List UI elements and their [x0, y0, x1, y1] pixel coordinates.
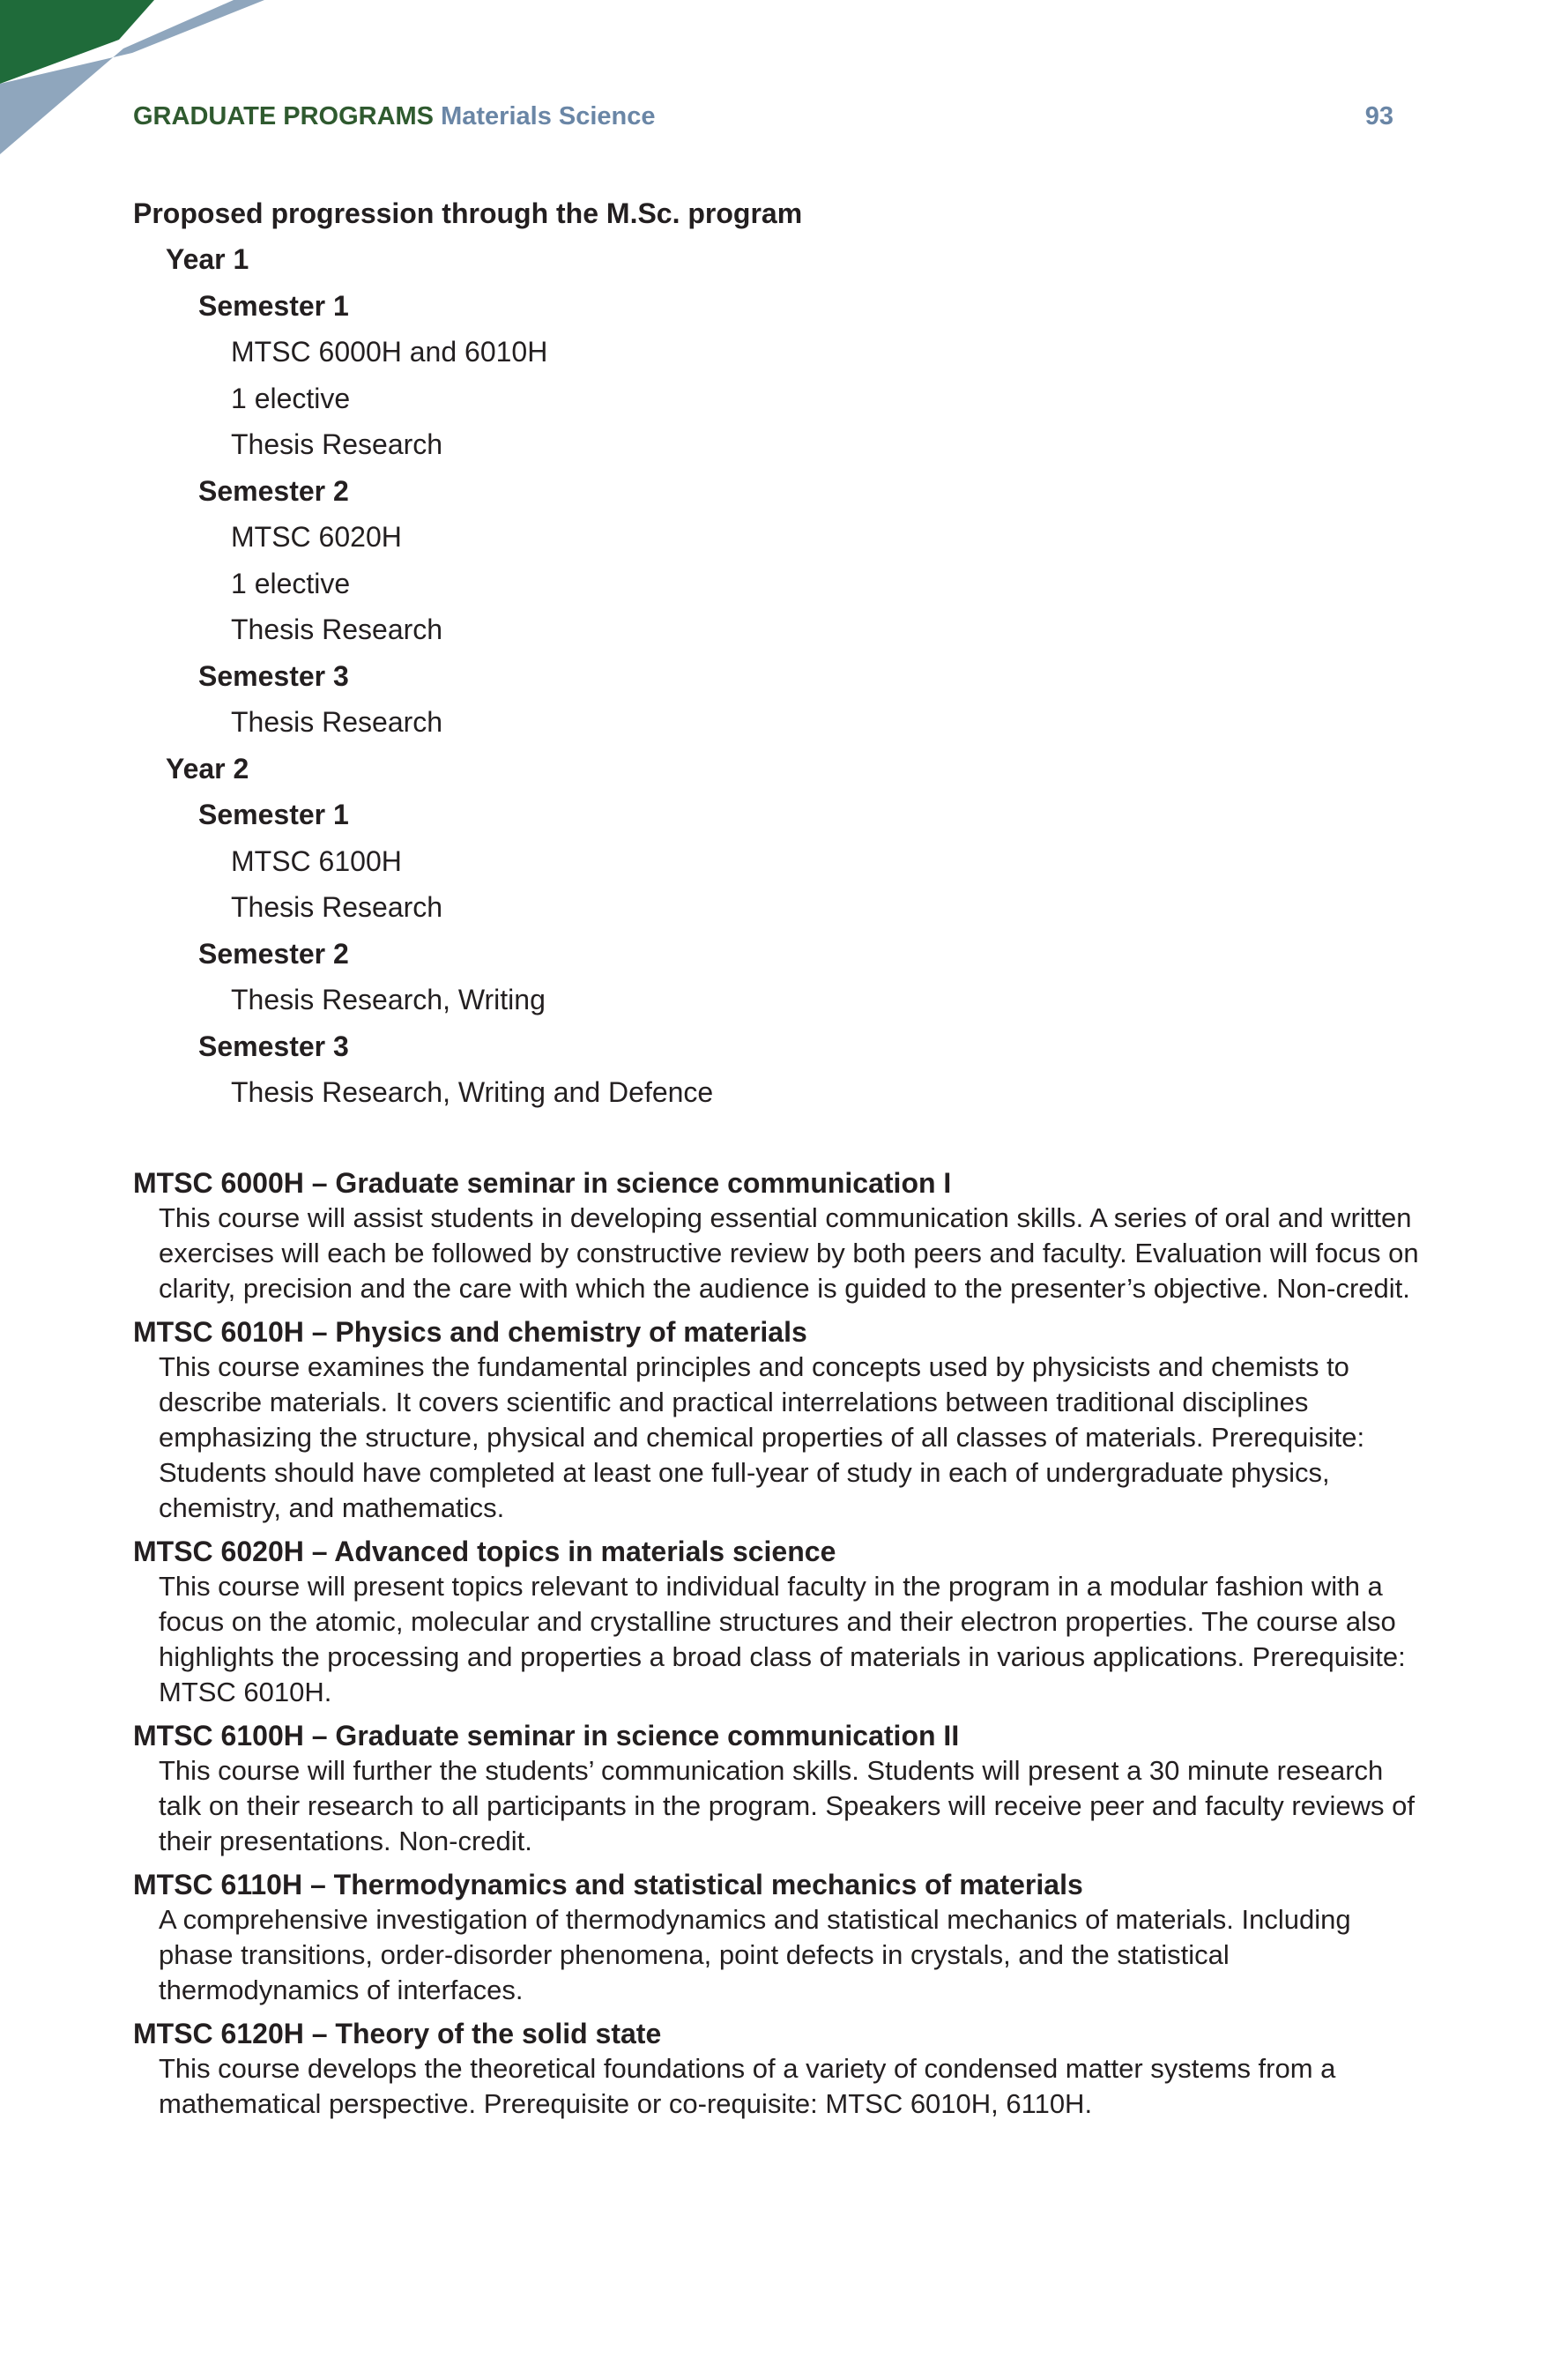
course-entry — [133, 1165, 1420, 1306]
page-header — [133, 99, 1393, 134]
semester-label: Semester 3 — [198, 1030, 349, 1062]
semester-label: Semester 1 — [198, 289, 349, 322]
semester-label: Semester 1 — [198, 799, 349, 830]
progression-title: Proposed progression through the M.Sc. program — [133, 197, 803, 229]
corner-decoration — [0, 0, 264, 159]
semester-item: MTSC 6000H and 6010H — [231, 336, 548, 368]
course-title: MTSC 6020H – Advanced topics in materials science — [133, 1536, 836, 1567]
semester-item: Thesis Research — [231, 706, 443, 738]
semester-item: Thesis Research — [231, 891, 443, 923]
header-program: Materials Science — [441, 102, 656, 130]
course-description: This course will further the students’ communication skills. Students will present a 30 minute research talk on their research to all participants in the program. Speakers will receive peer and faculty reviews of their presentations. Non-credit. — [159, 1755, 1415, 1856]
course-title: MTSC 6110H – Thermodynamics and statistical mechanics of materials — [133, 1869, 1083, 1900]
year-label: Year 2 — [166, 752, 249, 785]
semester-item: Thesis Research — [231, 428, 443, 460]
course-entry — [133, 2016, 1420, 2122]
page-number: 93 — [1364, 102, 1393, 130]
semester-item: 1 elective — [231, 567, 351, 599]
course-entry — [133, 1718, 1420, 1859]
header-section: GRADUATE PROGRAMS — [133, 102, 435, 130]
semester-item: MTSC 6020H — [231, 521, 402, 553]
semester-label: Semester 2 — [198, 474, 349, 507]
course-description: This course examines the fundamental principles and concepts used by physicists and chemists to describe materials. It covers scientific and practical interrelations between traditional disciplines emphasizing the structure, physical and chemical properties of all classes of materials. Prerequisite: Students should have completed at least one full-year of study in each of undergraduate physics, chemistry, and mathematics. — [159, 1351, 1365, 1523]
semester-label: Semester 3 — [198, 659, 349, 692]
course-title: MTSC 6000H – Graduate seminar in science communication I — [133, 1167, 952, 1199]
course-descriptions — [133, 1165, 1420, 2130]
course-entry — [133, 1314, 1420, 1526]
semester-item: 1 elective — [231, 382, 351, 414]
course-entry — [133, 1867, 1420, 2008]
year-label: Year 1 — [166, 243, 249, 275]
course-description: This course will assist students in developing essential communication skills. A series of oral and written exercises will each be followed by constructive review by both peers and faculty. Evaluation will focus on clarity, precision and the care with which the audience is guided to the presenter’s objective. Non-credit. — [159, 1202, 1419, 1304]
semester-item: MTSC 6100H — [231, 844, 402, 877]
course-title: MTSC 6010H – Physics and chemistry of materials — [133, 1316, 807, 1348]
course-description: A comprehensive investigation of thermodynamics and statistical mechanics of materials. Including phase transitions, order-disorder phenomena, point defects in crystals, and the statistical thermodynamics of interfaces. — [159, 1904, 1351, 2005]
semester-item: Thesis Research, Writing and Defence — [231, 1076, 714, 1108]
semester-label: Semester 2 — [198, 937, 349, 970]
semester-item: Thesis Research, Writing — [231, 984, 546, 1015]
progression-section — [133, 190, 1411, 1116]
semester-item: Thesis Research — [231, 614, 443, 645]
course-description: This course will present topics relevant to individual faculty in the program in a modular fashion with a focus on the atomic, molecular and crystalline structures and their electron properties. The course also highlights the processing and properties a broad class of materials in various applications. Prerequisite: MTSC 6010H. — [159, 1571, 1406, 1707]
course-title: MTSC 6100H – Graduate seminar in science communication II — [133, 1720, 960, 1752]
course-title: MTSC 6120H – Theory of the solid state — [133, 2018, 662, 2049]
course-entry — [133, 1534, 1420, 1710]
course-description: This course develops the theoretical foundations of a variety of condensed matter systems from a mathematical perspective. Prerequisite or co-requisite: MTSC 6010H, 6110H. — [159, 2053, 1336, 2119]
